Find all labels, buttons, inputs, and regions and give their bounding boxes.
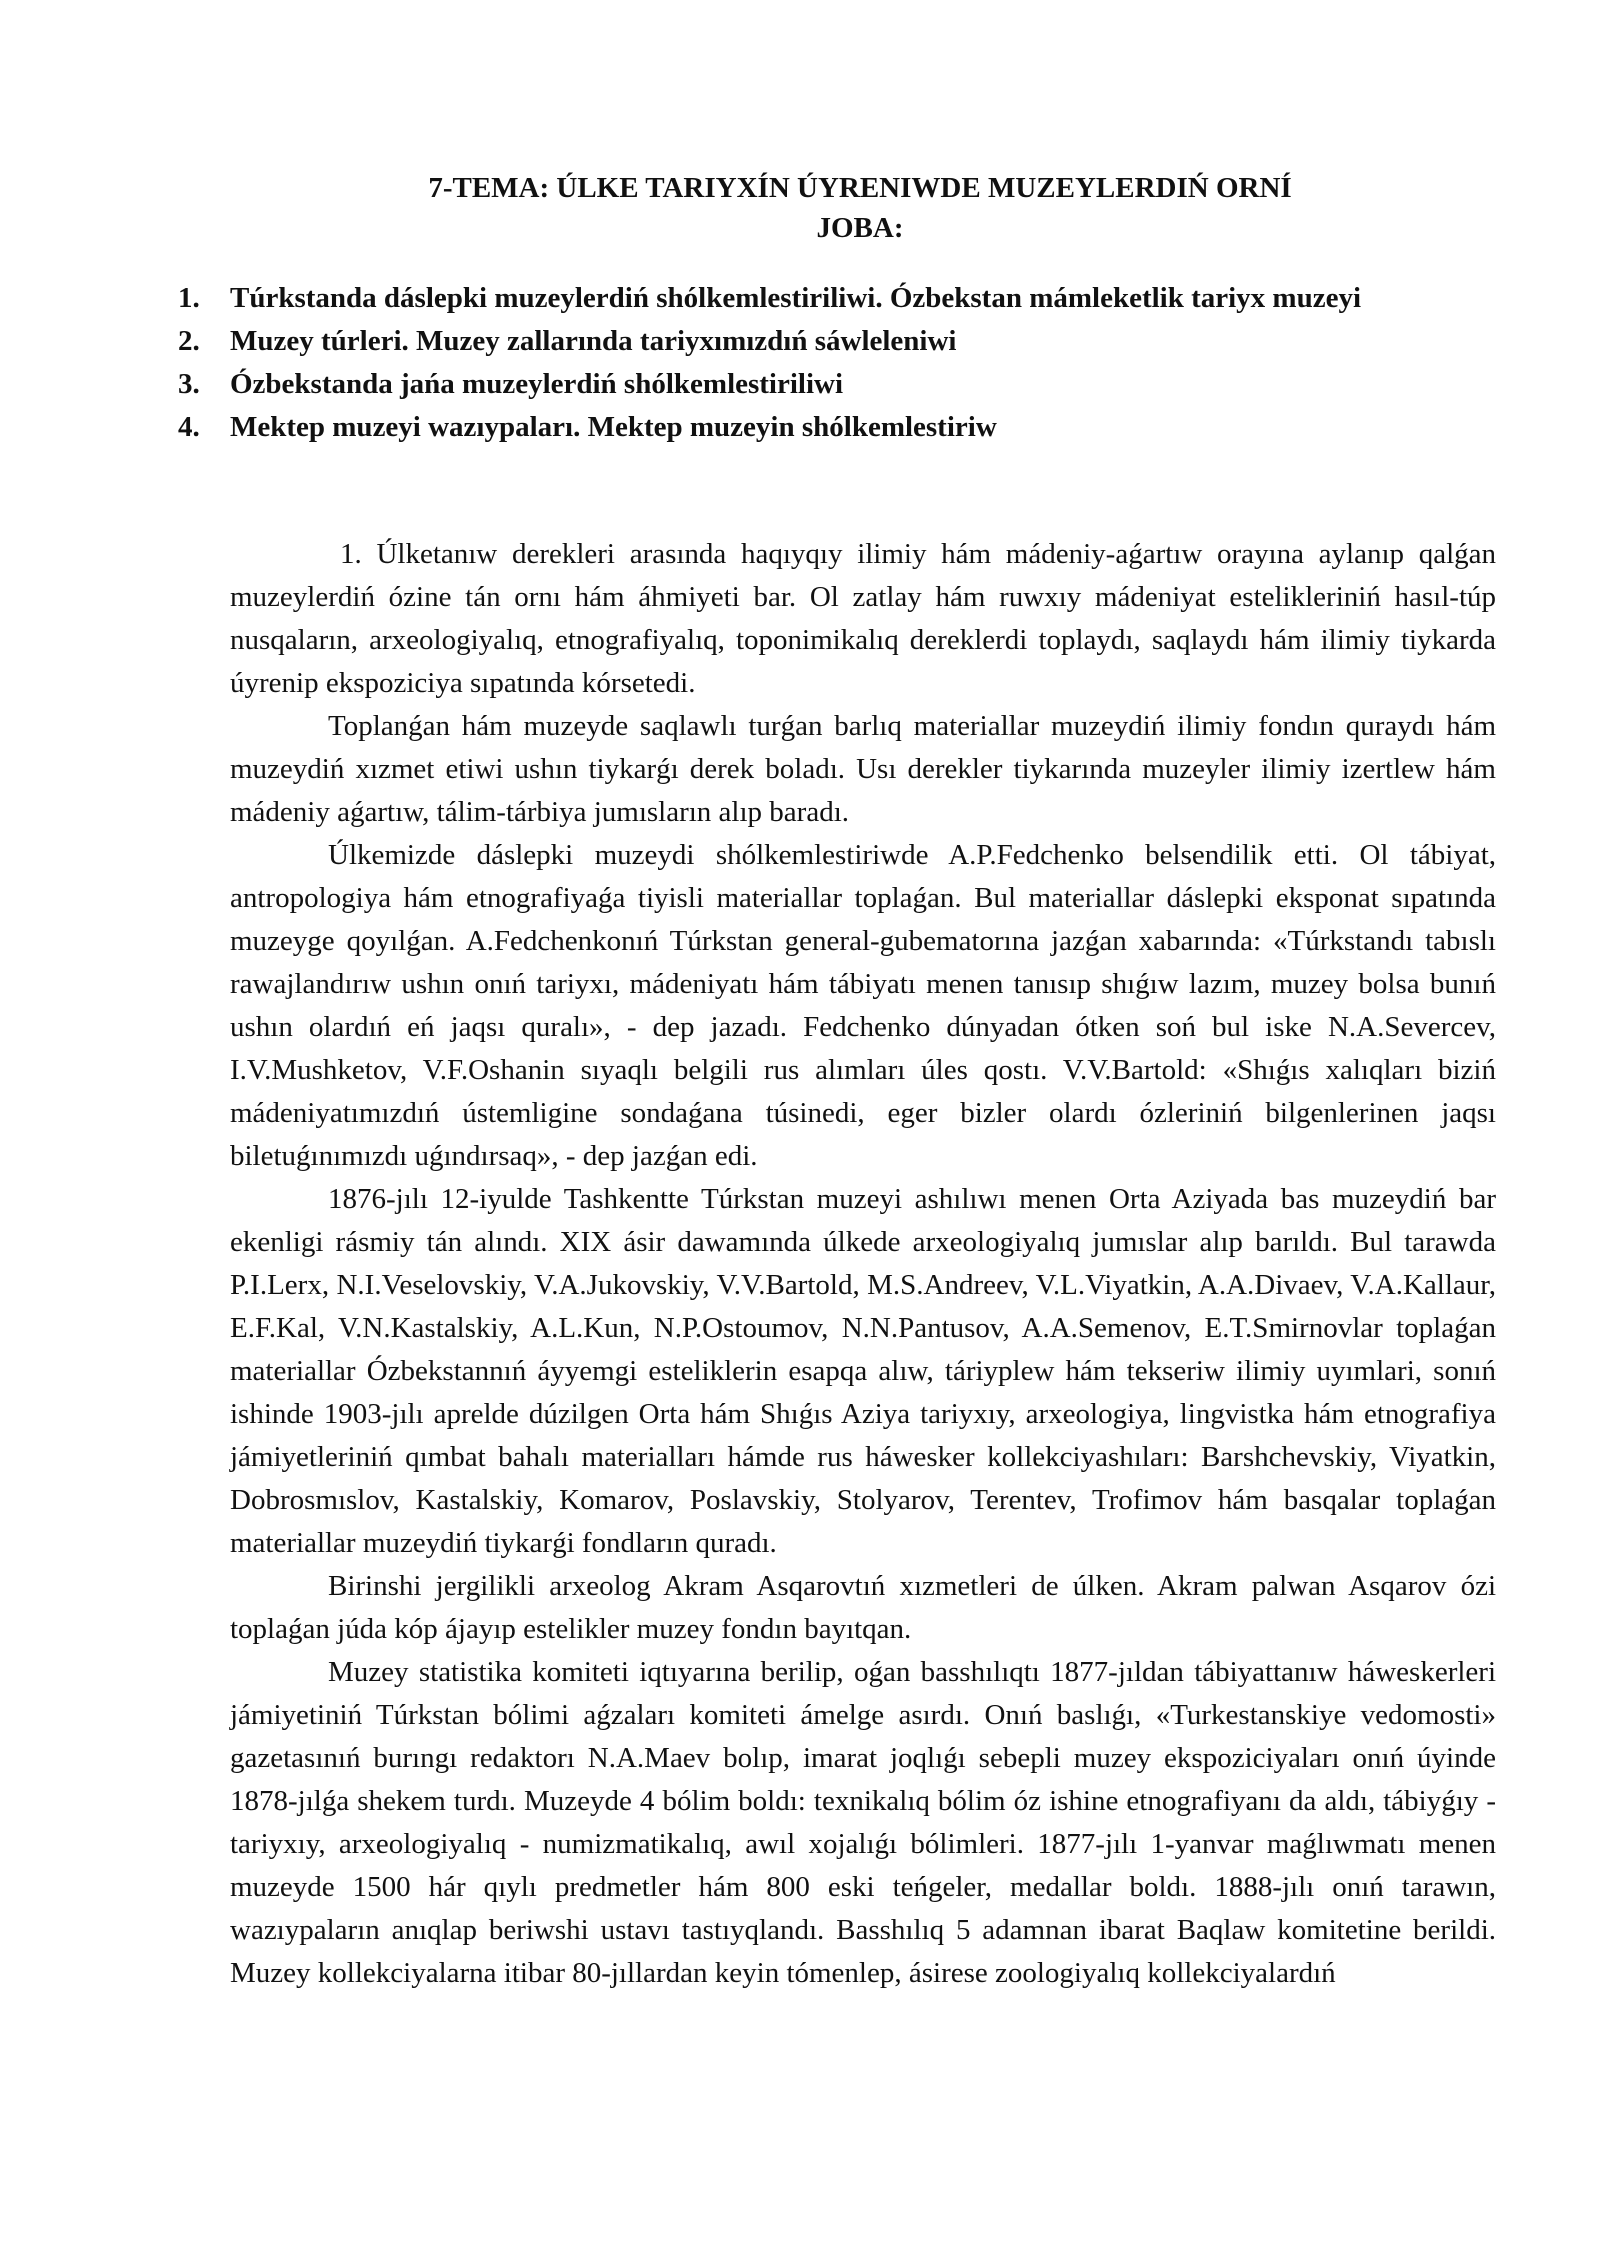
plan-item-text: Mektep muzeyi wazıypaları. Mektep muzeyin shólkemlestiriw — [230, 411, 997, 443]
body-paragraph: Birinshi jergilikli arxeolog Akram Asqarovtıń xızmetleri de úlken. Akram palwan Asqarov ózi toplaǵan júda kóp ájayıp estelikler muzey fondın bayıtqan. — [230, 1570, 1496, 1645]
document-title: 7-TEMA: ÚLKE TARIYXÍN ÚYRENIWDE MUZEYLERDIŃ ORNÍ — [428, 172, 1292, 204]
plan-item — [178, 277, 1496, 320]
body-paragraph: Úlkemizde dáslepki muzeydi shólkemlestiriwde A.P.Fedchenko belsendilik etti. Ol tábiyat, antropologiya hám etnografiyaǵa tiyisli materiallar toplaǵan. Bul materiallar dáslepki eksponat sıpatında muzeyge qoyılǵan. A.Fedchenkonıń Túrkstan general-gubematorına jazǵan xabarında: «Túrkstandı tabıslı rawajlandırıw ushın onıń tariyxı, mádeniyatı hám tábiyatı menen tanısıp shıǵıw lazım, muzey bolsa bunıń ushın olardıń eń jaqsı quralı», - dep jazadı. Fedchenko dúnyadan ótken soń bul iske N.A.Severcev, I.V.Mushketov, V.F.Oshanin sıyaqlı belgili rus alımları úles qostı. V.V.Bartold: «Shıǵıs xalıqları biziń mádeniyatımızdıń ústemligine sondaǵana túsinedi, eger bizler olardı ózleriniń bilgenlerinen jaqsı biletuǵınımızdı uǵındırsaq», - dep jazǵan edi. — [230, 839, 1496, 1172]
plan-item-number: 2. — [178, 325, 200, 357]
body-paragraph: 1. Úlketanıw derekleri arasında haqıyqıy ilimiy hám mádeniy-aǵartıw orayına aylanıp qalǵan muzeylerdiń ózine tán ornı hám áhmiyeti bar. Ol zatlay hám ruwxıy mádeniyat estelikleriniń hasıl-túp nusqaların, arxeologiyalıq, etnografiyalıq, toponimikalıq dereklerdi toplaydı, saqlaydı hám ilimiy tiykarda úyrenip ekspoziciya sıpatında kórsetedi. — [230, 538, 1496, 699]
plan-item-number: 3. — [178, 368, 200, 400]
plan-item — [178, 320, 1496, 363]
plan-item-text: Túrkstanda dáslepki muzeylerdiń shólkemlestiriliwi. Ózbekstan mámleketlik tariyx muzeyi — [230, 282, 1362, 314]
plan-item — [178, 363, 1496, 406]
body-paragraph: 1876-jılı 12-iyulde Tashkentte Túrkstan muzeyi ashılıwı menen Orta Aziyada bas muzeydiń bar ekenligi rásmiy tán alındı. XIX ásir dawamında úlkede arxeologiyalıq jumıslar alıp barıldı. Bul tarawda P.I.Lerx, N.I.Veselovskiy, V.A.Jukovskiy, V.V.Bartold, M.S.Andreev, V.L.Viyatkin, A.A.Divaev, V.A.Kallaur, E.F.Kal, V.N.Kastalskiy, A.L.Kun, N.P.Ostoumov, N.N.Pantusov, A.A.Semenov, E.T.Smirnovlar toplaǵan materiallar Ózbekstannıń áyyemgi esteliklerin esapqa alıw, táriyplew hám tekseriw ilimiy uyımlari, sonıń ishinde 1903-jılı aprelde dúzilgen Orta hám Shıǵıs Aziya tariyxıy, arxeologiya, lingvistka hám etnografiya jámiyetleriniń qımbat bahalı materialları hámde rus háwesker kollekciyashıları: Barshchevskiy, Viyatkin, Dobrosmıslov, Kastalskiy, Komarov, Poslavskiy, Stolyarov, Terentev, Trofimov hám basqalar toplaǵan materiallar muzeydiń tiykarǵi fondların quradı. — [230, 1183, 1496, 1559]
plan-item-text: Ózbekstanda jańa muzeylerdiń shólkemlestiriliwi — [230, 368, 844, 400]
document-body — [230, 533, 1496, 1995]
plan-heading: JOBA: — [816, 212, 904, 244]
plan-item-number: 1. — [178, 282, 200, 314]
plan-list — [178, 277, 1496, 449]
plan-item-text: Muzey túrleri. Muzey zallarında tariyxımızdıń sáwleleniwi — [230, 325, 957, 357]
plan-item — [178, 406, 1496, 449]
body-paragraph: Toplanǵan hám muzeyde saqlawlı turǵan barlıq materiallar muzeydiń ilimiy fondın quraydı hám muzeydiń xızmet etiwi ushın tiykarǵı derek boladı. Usı derekler tiykarında muzeyler ilimiy izertlew hám mádeniy aǵartıw, tálim-tárbiya jumısların alıp baradı. — [230, 710, 1496, 828]
body-paragraph: Muzey statistika komiteti iqtıyarına berilip, oǵan basshılıqtı 1877-jıldan tábiyattanıw háweskerleri jámiyetiniń Túrkstan bólimi aǵzaları komiteti ámelge asırdı. Onıń baslıǵı, «Turkestanskiye vedomosti» gazetasınıń burıngı redaktorı N.A.Maev bolıp, imarat joqlıǵı sebepli muzey ekspoziciyaları onıń úyinde 1878-jılǵa shekem turdı. Muzeyde 4 bólim boldı: texnikalıq bólim óz ishine etnografiyanı da aldı, tábiyǵıy - tariyxıy, arxeologiyalıq - numizmatikalıq, awıl xojalıǵı bólimleri. 1877-jılı 1-yanvar maǵlıwmatı menen muzeyde 1500 hár qıylı predmetler hám 800 eski teńgeler, medallar boldı. 1888-jılı onıń tarawın, wazıypaların anıqlap beriwshi ustavı tastıyqlandı. Basshılıq 5 adamnan ibarat Baqlaw komitetine berildi. Muzey kollekciyalarna itibar 80-jıllardan keyin tómenlep, ásirese zoologiyalıq kollekciyalardıń — [230, 1656, 1496, 1989]
plan-item-number: 4. — [178, 411, 200, 443]
